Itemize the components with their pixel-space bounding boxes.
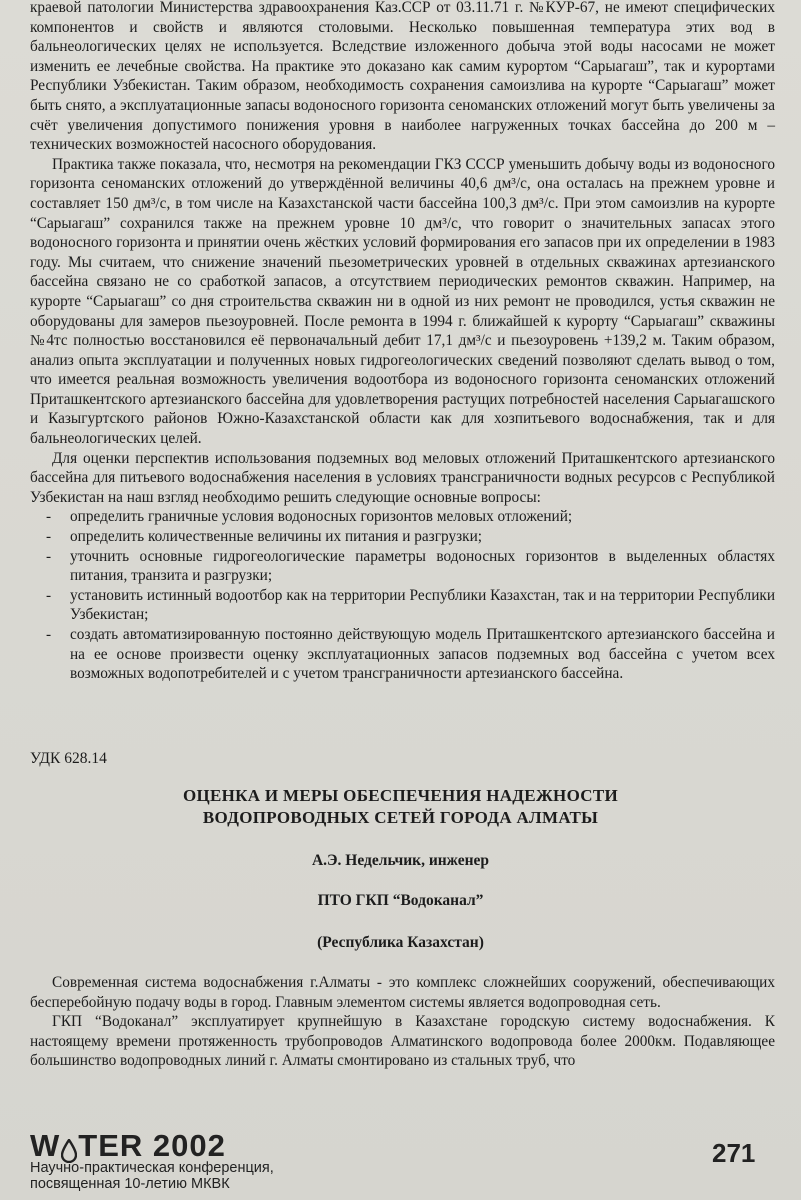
list-item-text: создать автоматизированную постоянно действующую модель Приташкентского артезианского бассейна и на ее основе произвести оценку эксплуатационных запасов подземных вод бассейна с учетом всех возможных водопотребителей и с учетом трансграничности артезианского бассейна. [70,626,775,683]
udk-code: УДК 628.14 [30,750,107,767]
page-number: 271 [712,1138,756,1168]
dash-marker: - [46,586,52,604]
dash-marker: - [46,508,52,526]
previous-article-continuation [30,0,775,684]
list-item-text: определить количественные величины их питания и разгрузки; [70,528,482,546]
list-item-text: определить граничные условия водоносных горизонтов меловых отложений; [70,508,573,526]
dash-marker: - [46,547,52,565]
paragraph: Современная система водоснабжения г.Алматы - это комплекс сложнейших сооружений, обеспечивающих бесперебойную подачу воды в город. Главным элементом системы является водопроводная сеть. [30,974,775,1011]
paragraph: краевой патологии Министерства здравоохранения Каз.ССР от 03.11.71 г. №КУР-67, не имеют специфических компонентов и свойств и являются столовыми. Несколько повышенная температура этих вод в бальнеологических целях не используется. Вследствие изложенного добыча этой воды насосами не может изменить ее лечебные свойства. На практике это доказано как самим курортом “Сарыагаш”, так и курортами Республики Узбекистан. Таким образом, необходимость сохранения самоизлива на курорте “Сарыагаш” может быть снято, а эксплуатационные запасы водоносного горизонта сеноманских отложений могут быть увеличены за счёт увеличения допустимого понижения уровня в наиболее нагруженных точках бассейна до 200 м – технических возможностей насосного оборудования. [30,0,775,154]
list-item [30,625,775,684]
paragraph: ГКП “Водоканал” эксплуатирует крупнейшую в Казахстане городскую систему водоснабжения. К настоящему времени протяженность трубопроводов Алматинского водопровода более 2000км. Подавляющее большинство водопроводных линий г. Алматы смонтировано из стальных труб, что [30,1013,775,1070]
list-item [30,527,775,547]
conference-logo [30,1128,226,1164]
country: (Республика Казахстан) [317,934,484,951]
article-title-line: ОЦЕНКА И МЕРЫ ОБЕСПЕЧЕНИЯ НАДЕЖНОСТИ [182,786,619,805]
author: А.Э. Недельчик, инженер [311,852,490,869]
organization: ПТО ГКП “Водоканал” [317,892,484,909]
logo-letter: W [30,1128,61,1163]
article-title [0,785,801,829]
list-item [30,547,775,586]
subtitle-line: Научно-практическая конференция, [30,1160,274,1176]
logo-text: TER 2002 [78,1128,226,1163]
list-item [30,586,775,625]
list-item-text: установить истинный водоотбор как на территории Республики Казахстан, так и на территории Республики Узбекистан; [70,586,775,624]
article-title-line: ВОДОПРОВОДНЫХ СЕТЕЙ ГОРОДА АЛМАТЫ [202,808,599,827]
list-item [30,507,775,527]
article-body [30,973,775,1071]
paragraph: Практика также показала, что, несмотря на рекомендации ГКЗ СССР уменьшить добычу воды из водоносного горизонта сеноманских отложений до утверждённой величины 40,6 дм³/с, она осталась на прежнем уровне и составляет 150 дм³/с, в том числе на Казахстанской части бассейна 100,3 дм³/с. При этом самоизлив на курорте “Сарыагаш” сохранился также на прежнем уровне 10 дм³/с, что говорит о значительных запасах этого водоносного горизонта и принятии очень жёстких условий формирования его запасов при их определении в 1983 году. Мы считаем, что снижение значений пьезометрических уровней в отдельных скважинах артезианского бассейна связано не со сработкой запасов, а отсутствием периодических ремонтов скважин. Например, на курорте “Сарыагаш” со дня строительства скважин ни в одной из них ремонт не проводился, устья скважин не оборудованы для замеров пьезоуровней. После ремонта в 1994 г. ближайшей к курорту “Сарыагаш” скважины №4тс полностью восстановился её первоначальный дебит 17,1 дм³/с и пьезоуровень +139,2 м. Таким образом, анализ опыта эксплуатации и полученных новых гидрогеологических сведений позволяют сделать вывод о том, что имеется реальная возможность увеличения водоотбора из водоносного горизонта сеноманских отложений Приташкентского артезианского бассейна для удовлетворения растущих потребностей населения Сарыагашского и Казыгуртского районов Южно-Казахстанской области как для хозпитьевого водоснабжения, так и для бальнеологических целей. [30,155,775,448]
dash-marker: - [46,528,52,546]
conference-subtitle [30,1160,274,1192]
subtitle-line: посвященная 10-летию МКВК [30,1176,230,1192]
paragraph: Для оценки перспектив использования подземных вод меловых отложений Приташкентского артезианского бассейна для питьевого водоснабжения населения в условиях трансграничности водных ресурсов с Республикой Узбекистан на наш взгляд необходимо решить следующие основные вопросы: [30,449,775,506]
water-drop-icon [61,1135,77,1157]
list-item-text: уточнить основные гидрогеологические параметры водоносных горизонтов в выделенных областях питания, транзита и разгрузки; [70,547,775,585]
dash-marker: - [46,626,52,643]
